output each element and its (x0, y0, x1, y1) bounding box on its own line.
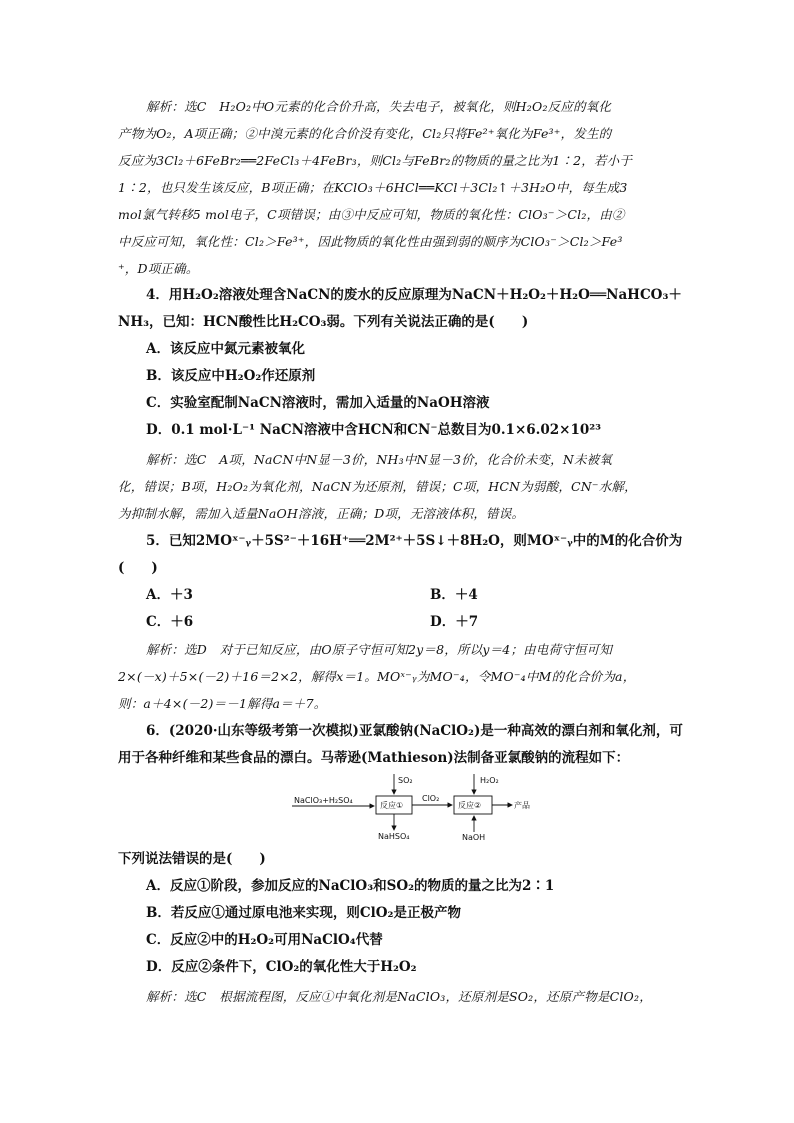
question-6 (118, 718, 683, 772)
answer-line: 则：a＋4×(－2)＝－1解得a＝＋7。 (118, 696, 327, 711)
flow-so2-label: SO₂ (398, 776, 413, 785)
option-b: B．＋4 (430, 587, 478, 603)
flow-h2o2-label: H₂O₂ (480, 776, 499, 785)
answer-block-6 (118, 983, 678, 1010)
answer-line: 为抑制水解，需加入适量NaOH溶液，正确；D项，无溶液体积，错误。 (118, 506, 525, 521)
question-stem: 4．用H₂O₂溶液处理含NaCN的废水的反应原理为NaCN＋H₂O₂＋H₂O══NaHCO₃＋ (146, 287, 682, 303)
question-stem: 用于各种纤维和某些食品的漂白。马蒂逊(Mathieson)法制备亚氯酸钠的流程如下： (118, 750, 630, 766)
reaction-1-label: 反应① (380, 801, 404, 810)
option-c: C．＋6 (146, 614, 194, 630)
flow-naoh-label: NaOH (462, 833, 486, 842)
answer-line: 2×(－x)＋5×(－2)＋16＝2×2，解得x＝1。MOˣ⁻ᵧ为MO⁻₄，令MO⁻₄中M的化合价为a， (118, 669, 636, 684)
answer-line: mol氯气转移5 mol电子，C项错误；由③中反应可知，物质的氧化性：ClO₃⁻＞Cl₂，由② (118, 207, 625, 222)
flow-input-label: NaClO₃+H₂SO₄ (294, 796, 353, 805)
option-d: D．0.1 mol·L⁻¹ NaCN溶液中含HCN和CN⁻总数目为0.1×6.02×10²³ (146, 422, 602, 438)
option-a: A．＋3 (146, 587, 193, 603)
flow-product-label: 产品 (514, 801, 530, 810)
flow-nahso4-label: NaHSO₄ (378, 832, 410, 841)
answer-line: 反应为3Cl₂＋6FeBr₂══2FeCl₃＋4FeBr₃，则Cl₂与FeBr₂的物质的量之比为1∶2，若小于 (118, 153, 633, 168)
answer-line: 化，错误；B项，H₂O₂为氧化剂，NaCN为还原剂，错误；C项，HCN为弱酸，CN⁻水解， (118, 479, 637, 494)
option-a: A．该反应中氮元素被氧化 (146, 341, 305, 357)
reaction-2-label: 反应② (458, 801, 482, 810)
question-stem: 6．(2020·山东等级考第一次模拟)亚氯酸钠(NaClO₂)是一种高效的漂白剂和氧化剂，可 (146, 723, 683, 739)
answer-line: 解析：选C H₂O₂中O元素的化合价升高，失去电子，被氧化，则H₂O₂反应的氧化 (146, 99, 612, 114)
question-prompt: 下列说法错误的是( ) (118, 851, 266, 867)
option-b: B．若反应①通过原电池来实现，则ClO₂是正极产物 (146, 905, 461, 921)
answer-line: 产物为O₂，A项正确；②中溴元素的化合价没有变化，Cl₂只将Fe²⁺氧化为Fe³⁺，发生的 (118, 126, 612, 141)
question-stem: 5．已知2MOˣ⁻ᵧ＋5S²⁻＋16H⁺══2M²⁺＋5S↓＋8H₂O，则MOˣ⁻ᵧ中的M的化合价为 (146, 533, 683, 549)
option-c: C．实验室配制NaCN溶液时，需加入适量的NaOH溶液 (146, 395, 490, 411)
question-6-options (118, 846, 678, 981)
option-c: C．反应②中的H₂O₂可用NaClO₄代替 (146, 932, 383, 948)
question-stem: ( ) (118, 560, 158, 576)
process-flow-diagram (290, 772, 550, 842)
question-stem: NH₃，已知：HCN酸性比H₂CO₃弱。下列有关说法正确的是( ) (118, 314, 529, 330)
answer-line: 1∶2，也只发生该反应，B项正确；在KClO₃＋6HCl══KCl＋3Cl₂↑＋3H₂O中，每生成3 (118, 180, 628, 195)
flow-clo2-label: ClO₂ (422, 794, 440, 803)
answer-line: 中反应可知，氧化性：Cl₂＞Fe³⁺，因此物质的氧化性由强到弱的顺序为ClO₃⁻＞Cl₂＞Fe³ (118, 234, 623, 249)
question-5 (118, 528, 683, 636)
answer-block-5 (118, 636, 678, 717)
answer-line: 解析：选D 对于已知反应，由O原子守恒可知2y＝8，所以y＝4；由电荷守恒可知 (146, 642, 613, 657)
answer-line: 解析：选C 根据流程图，反应①中氧化剂是NaClO₃，还原剂是SO₂，还原产物是ClO₂， (146, 989, 652, 1004)
option-a: A．反应①阶段，参加反应的NaClO₃和SO₂的物质的量之比为2∶1 (146, 878, 555, 894)
options-row-2 (118, 609, 678, 636)
answer-line: 解析：选C A项，NaCN中N显－3价，NH₃中N显－3价，化合价未变，N未被氧 (146, 452, 613, 467)
option-d: D．＋7 (430, 614, 479, 630)
question-4 (118, 282, 682, 444)
options-row-1 (118, 582, 678, 609)
answer-block-4 (118, 446, 678, 527)
option-b: B．该反应中H₂O₂作还原剂 (146, 368, 316, 384)
answer-block-3 (118, 93, 678, 282)
answer-line: ⁺，D项正确。 (118, 261, 199, 276)
option-d: D．反应②条件下，ClO₂的氧化性大于H₂O₂ (146, 959, 417, 975)
